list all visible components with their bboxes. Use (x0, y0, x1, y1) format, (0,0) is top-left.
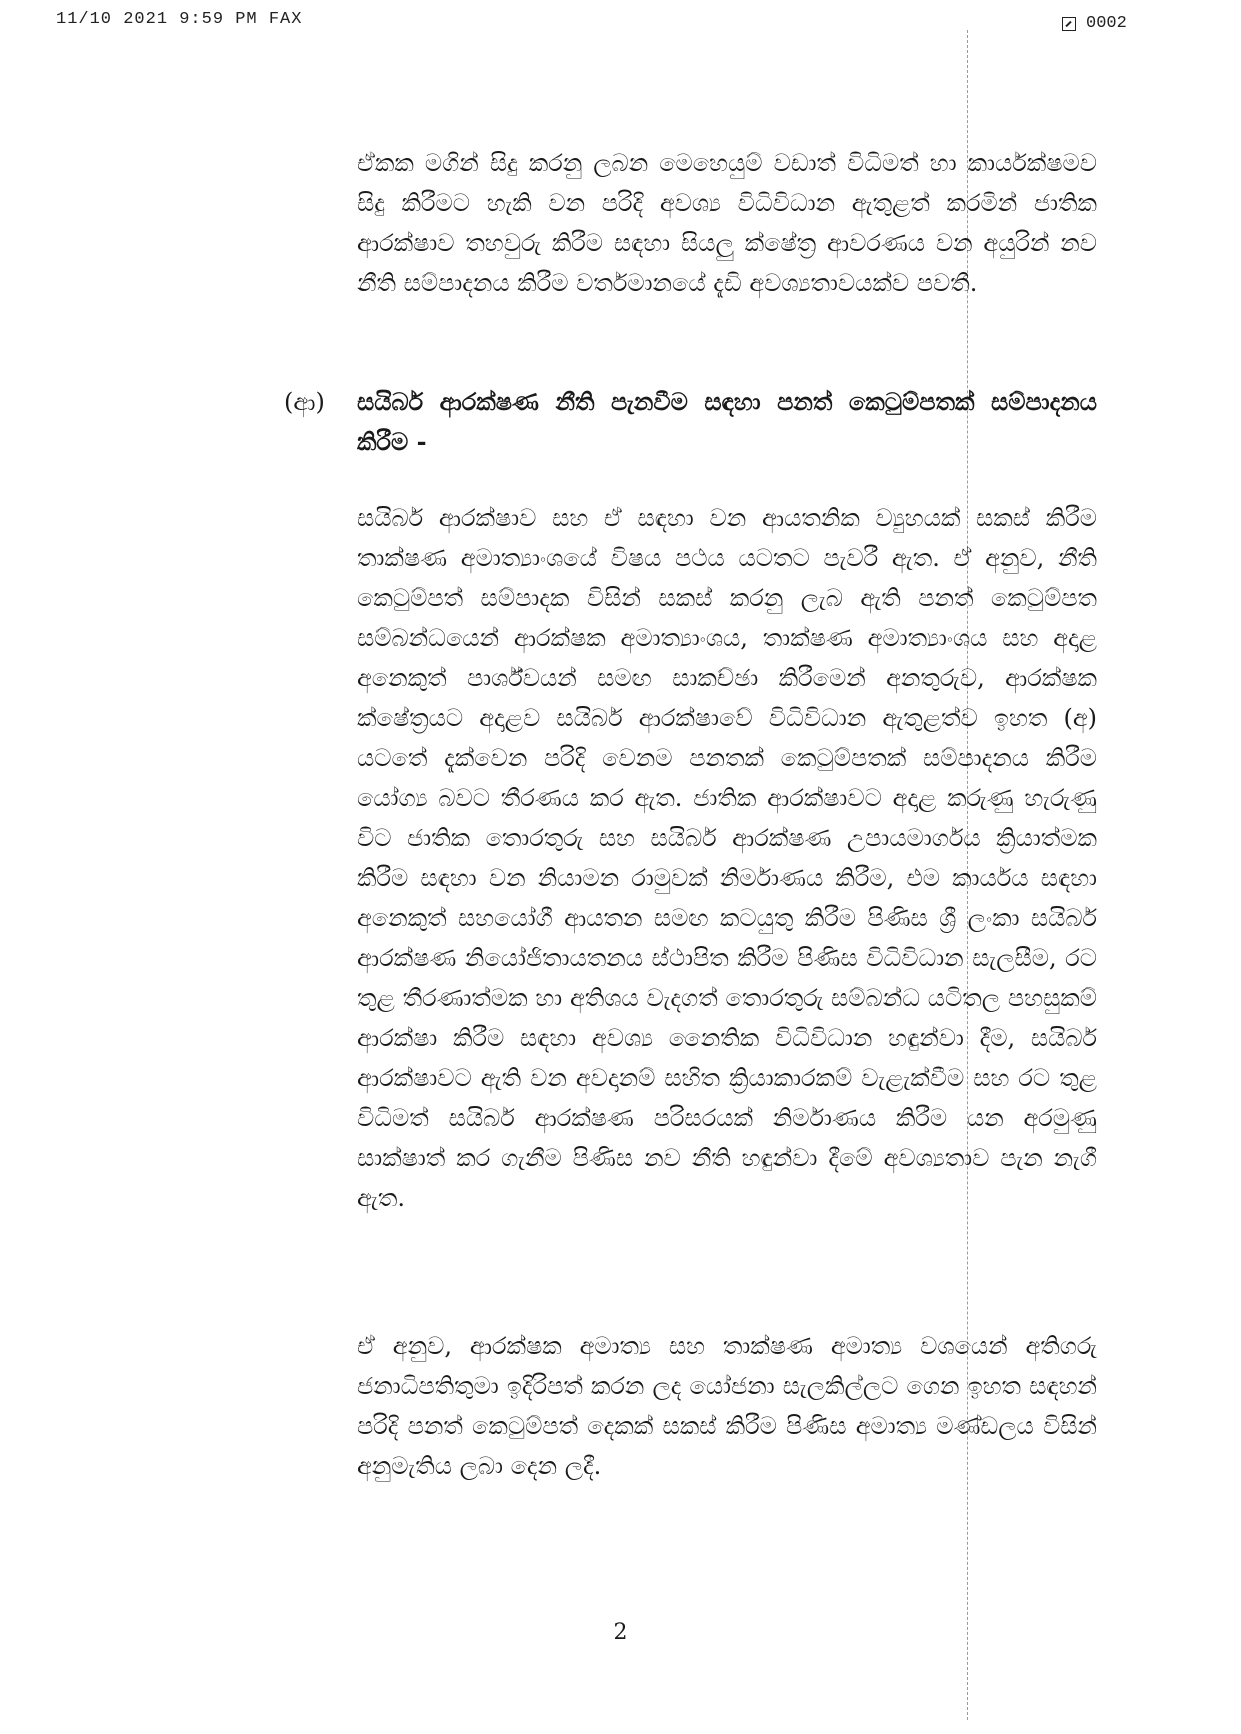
paragraph-1: ඒකක මගින් සිදු කරනු ලබන මෙහෙයුම් වඩාත් විධිමත් හා කාර්යක්ෂමව සිදු කිරීමට හැකි වන පරිදි අවශ්‍ය විධිවිධාන ඇතුළත් කරමින් ජාතික ආරක්ෂාව තහවුරු කිරීම සඳහා සියලු ක්ෂේත්‍ර ආවරණය වන අයුරින් නව නීති සම්පාදනය කිරීම වර්තමානයේ දැඩි අවශ්‍යතාවයක්ව පවතී. (357, 149, 1097, 297)
fax-header-datetime: 11/10 2021 9:59 PM FAX (56, 10, 303, 29)
paragraph-3: ඒ අනුව, ආරක්ෂක අමාත්‍ය සහ තාක්ෂණ අමාත්‍ය වශයෙන් අතිගරු ජනාධිපතිතුමා ඉදිරිපත් කරන ලද යෝජනා සැලකිල්ලට ගෙන ඉහත සඳහන් පරිදි පනත් කෙටුම්පත් දෙකක් සකස් කිරීම පිණිස අමාත්‍ය මණ්ඩලය විසින් අනුමැතිය ලබා දෙන ලදී. (357, 1332, 1097, 1480)
section-heading: සයිබර් ආරක්ෂණ නීති පැනවීම සඳහා පනත් කෙටුම්පතක් සම්පාදනය කිරීම - (357, 387, 1097, 456)
fax-page-code: 0002 (1086, 14, 1127, 33)
page-number: 2 (613, 1620, 628, 1645)
paragraph-2: සයිබර් ආරක්ෂාව සහ ඒ සඳහා වන ආයතනික ව්‍යුහයක් සකස් කිරීම තාක්ෂණ අමාත්‍යාංශයේ විෂය පථය යටතට පැවරී ඇත. ඒ අනුව, නීති කෙටුම්පත් සම්පාදක විසින් සකස් කරනු ලැබ ඇති පනත් කෙටුම්පත සම්බන්ධයෙන් ආරක්ෂක අමාත්‍යාංශය, තාක්ෂණ අමාත්‍යාංශය සහ අදාළ අනෙකුත් පාර්ශ්වයන් සමඟ සාකච්ඡා කිරීමෙන් අනතුරුව, ආරක්ෂක ක්ෂේත්‍රයට අදාළව සයිබර් ආරක්ෂාවේ විධිවිධාන ඇතුළත්ව ඉහත (අ) යටතේ දැක්වෙන පරිදි වෙනම පනතක් කෙටුම්පතක් සම්පාදනය කිරීම යෝග්‍ය බවට තීරණය කර ඇත. ජාතික ආරක්ෂාවට අදාළ කරුණු හැරුණු විට ජාතික තොරතුරු සහ සයිබර් ආරක්ෂණ උපායමාර්ගය ක්‍රියාත්මක කිරීම සඳහා වන නියාමන රාමුවක් නිර්මාණය කිරීම, එම කාර්යය සඳහා අනෙකුත් සහයෝගී ආයතන සමඟ කටයුතු කිරීම පිණිස ශ්‍රී ලංකා සයිබර් ආරක්ෂණ නියෝජිතායතනය ස්ථාපිත කිරීම පිණිස විධිවිධාන සැලසීම, රට තුළ තීරණාත්මක හා අතිශය වැදගත් තොරතුරු සම්බන්ධ යටිතල පහසුකම් ආරක්ෂා කිරීම සඳහා අවශ්‍ය නෛතික විධිවිධාන හඳුන්වා දීම, සයිබර් ආරක්ෂාවට ඇති වන අවදානම් සහිත ක්‍රියාකාරකම් වැළැක්වීම සහ රට තුළ විධිමත් සයිබර් ආරක්ෂණ පරිසරයක් නිර්මාණය කිරීම යන අරමුණු සාක්ෂාත් කර ගැනීම පිණිස නව නීති හඳුන්වා දීමේ අවශ්‍යතාව පැන නැගී ඇත. (357, 504, 1097, 1212)
section-marker: (ආ) (284, 388, 325, 416)
checkbox-icon (1062, 17, 1076, 31)
fax-page-indicator (1062, 14, 1127, 33)
